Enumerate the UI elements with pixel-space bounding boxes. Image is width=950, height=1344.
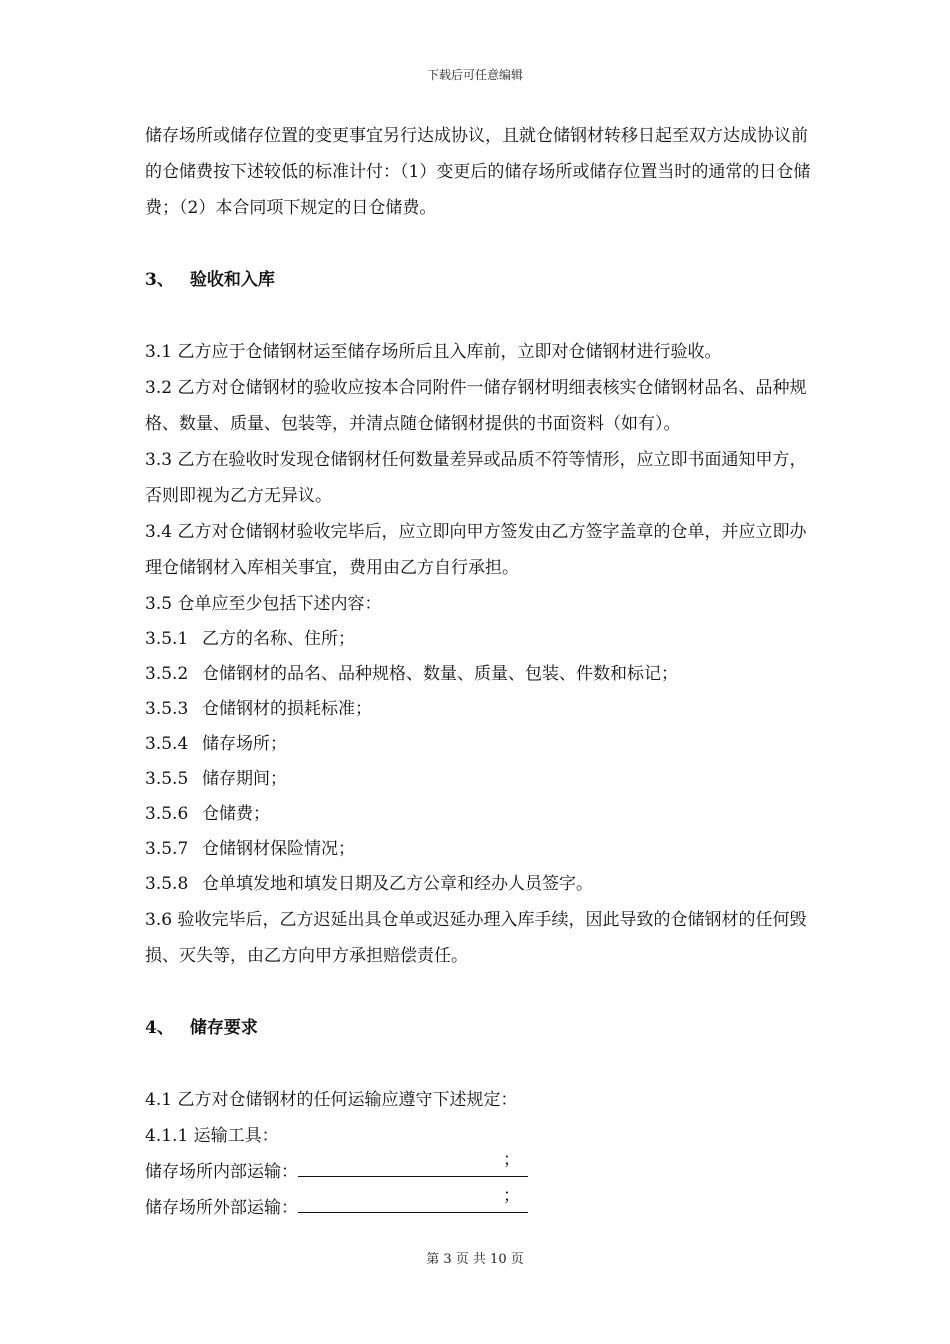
section-4-number: 4、: [145, 1018, 174, 1038]
internal-transport-line: [145, 1150, 815, 1190]
section-3-heading: [145, 262, 815, 298]
clause-3-6: 3.6 验收完毕后，乙方迟延出具仓单或迟延办理入库手续，因此导致的仓储钢材的任何毁损、灭失等，由乙方向甲方承担赔偿责任。: [145, 910, 807, 966]
section-4-title: 储存要求: [189, 1018, 258, 1038]
external-transport-blank[interactable]: ；: [298, 1194, 528, 1213]
clause-4-1-1: 4.1.1 运输工具：: [145, 1126, 279, 1146]
clause-3-5-7: 3.5.7 仓储钢材保险情况；: [145, 839, 355, 859]
internal-transport-label: 储存场所内部运输：: [145, 1162, 298, 1182]
clause-3-3: 3.3 乙方在验收时发现仓储钢材任何数量差异或品质不符等情形，应立即书面通知甲方，否则即视为乙方无异议。: [145, 450, 807, 506]
external-transport-line: [145, 1186, 815, 1226]
clause-3-5-8: 3.5.8 仓单填发地和填发日期及乙方公章和经办人员签字。: [145, 874, 593, 894]
section-4-heading: [145, 1010, 815, 1046]
clause-3-5: 3.5 仓单应至少包括下述内容：: [145, 594, 382, 614]
document-body: [145, 118, 815, 1226]
clause-3-5-2: 3.5.2 仓储钢材的品名、品种规格、数量、质量、包装、件数和标记；: [145, 664, 678, 684]
clause-3-5-4: 3.5.4 储存场所；: [145, 734, 287, 754]
intro-paragraph: 储存场所或储存位置的变更事宜另行达成协议，且就仓储钢材转移日起至双方达成协议前的仓储费按下述较低的标准计付：（1）变更后的储存场所或储存位置当时的通常的日仓储费；（2）本合同项下规定的日仓储费。: [145, 126, 811, 218]
clause-3-2: 3.2 乙方对仓储钢材的验收应按本合同附件一储存钢材明细表核实仓储钢材品名、品种规格、数量、质量、包装等，并清点随仓储钢材提供的书面资料（如有）。: [145, 378, 807, 434]
page-footer: 第 3 页 共 10 页: [426, 1252, 524, 1267]
internal-transport-blank[interactable]: ；: [298, 1158, 528, 1177]
clause-3-1: 3.1 乙方应于仓储钢材运至储存场所后且入库前，立即对仓储钢材进行验收。: [145, 342, 722, 362]
clause-3-5-5: 3.5.5 储存期间；: [145, 769, 287, 789]
page-header: 下载后可任意编辑: [426, 68, 523, 82]
clause-3-5-1: 3.5.1 乙方的名称、住所；: [145, 629, 355, 649]
clause-3-5-6: 3.5.6 仓储费；: [145, 804, 270, 824]
clause-4-1: 4.1 乙方对仓储钢材的任何运输应遵守下述规定：: [145, 1090, 518, 1110]
clause-3-5-3: 3.5.3 仓储钢材的损耗标准；: [145, 699, 372, 719]
section-3-number: 3、: [145, 270, 174, 290]
section-3-title: 验收和入库: [189, 270, 275, 290]
external-transport-label: 储存场所外部运输：: [145, 1198, 298, 1218]
clause-3-4: 3.4 乙方对仓储钢材验收完毕后，应立即向甲方签发由乙方签字盖章的仓单，并应立即办理仓储钢材入库相关事宜，费用由乙方自行承担。: [145, 522, 807, 578]
